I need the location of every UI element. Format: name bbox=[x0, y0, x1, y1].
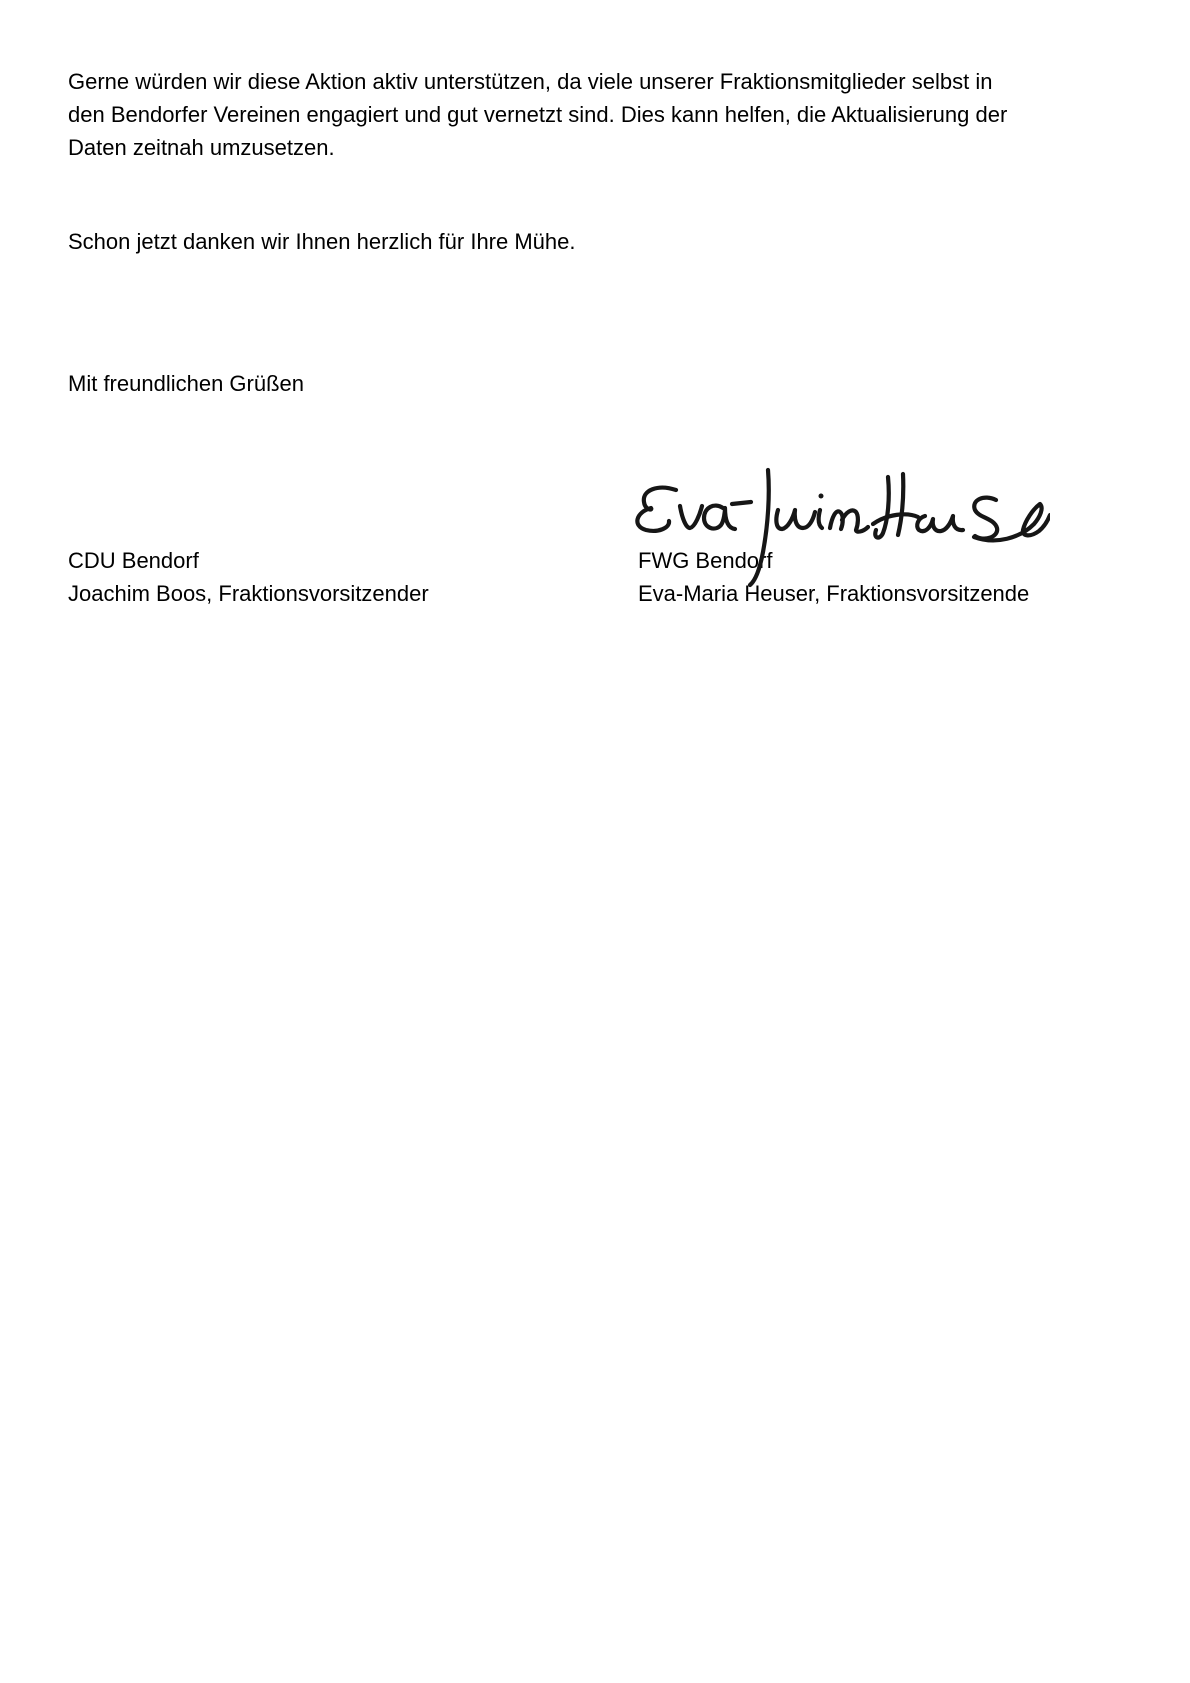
name-joachim-boos: Joachim Boos, Fraktionsvorsitzender bbox=[68, 581, 429, 606]
paragraph-support-action bbox=[68, 65, 1124, 164]
paragraph-1-line-3: Daten zeitnah umzusetzen. bbox=[68, 135, 335, 160]
organization-cdu: CDU Bendorf bbox=[68, 548, 199, 573]
closing-salutation: Mit freundlichen Grüßen bbox=[68, 371, 304, 396]
signature-block-cdu bbox=[68, 544, 638, 610]
signature-columns bbox=[68, 544, 1124, 610]
name-eva-maria-heuser: Eva-Maria Heuser, Fraktionsvorsitzende bbox=[638, 581, 1030, 606]
signature-block-fwg bbox=[638, 544, 1124, 610]
signature-area bbox=[68, 544, 1124, 610]
letter-body bbox=[0, 0, 1190, 610]
organization-fwg: FWG Bendorf bbox=[638, 548, 773, 573]
paragraph-1-line-1: Gerne würden wir diese Aktion aktiv unterstützen, da viele unserer Fraktionsmitglieder selbst in bbox=[68, 69, 993, 94]
paragraph-thanks: Schon jetzt danken wir Ihnen herzlich für Ihre Mühe. bbox=[68, 229, 576, 254]
paragraph-1-line-2: den Bendorfer Vereinen engagiert und gut vernetzt sind. Dies kann helfen, die Aktualisierung der bbox=[68, 102, 1008, 127]
